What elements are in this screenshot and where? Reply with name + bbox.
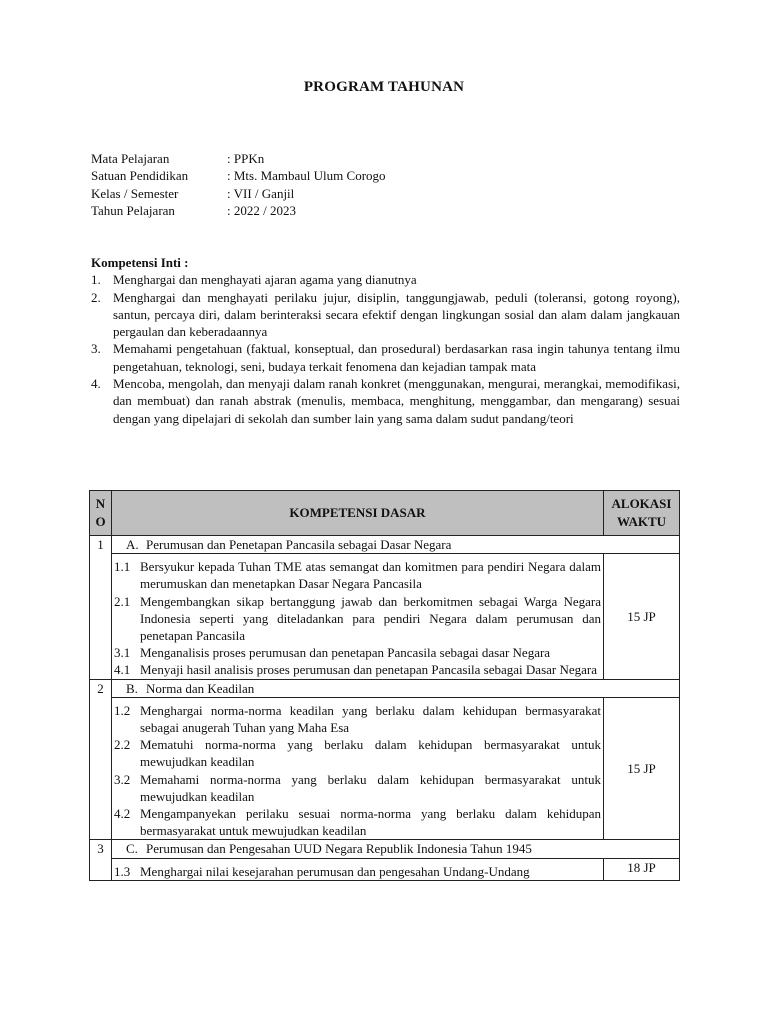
meta-row-school bbox=[91, 167, 386, 184]
meta-value: : Mts. Mambaul Ulum Corogo bbox=[227, 168, 386, 184]
list-item bbox=[114, 702, 603, 736]
ki-number: 1. bbox=[91, 272, 101, 288]
kd-text: Mematuhi norma-norma yang berlaku dalam kehidupan bermasyarakat untuk mewujudkan keadilan bbox=[140, 737, 601, 770]
ki-number: 3. bbox=[91, 341, 101, 357]
section-letter: B. bbox=[126, 680, 138, 696]
ki-item bbox=[91, 375, 680, 427]
section-title bbox=[112, 840, 680, 858]
meta-row-year bbox=[91, 202, 386, 219]
kd-list bbox=[112, 554, 604, 679]
meta-value: : PPKn bbox=[227, 151, 265, 166]
ki-text: Menghargai dan menghayati perilaku jujur, disiplin, tanggungjawab, peduli (toleransi, gotong royong), santun, percaya diri, dalam berinteraksi secara efektif dengan lingkungan sosial dan alam dalam jangkauan pergaulan dan keberadaannya bbox=[113, 289, 680, 340]
header-alloc-line: ALOKASI bbox=[611, 496, 672, 511]
ki-item bbox=[91, 340, 680, 375]
section-title bbox=[112, 536, 680, 554]
meta-row-class bbox=[91, 185, 386, 202]
document-title: PROGRAM TAHUNAN bbox=[303, 79, 465, 95]
header-no-line: O bbox=[95, 514, 106, 529]
section-title bbox=[112, 679, 680, 697]
section-title-text: Perumusan dan Penetapan Pancasila sebagai Dasar Negara bbox=[146, 537, 452, 552]
meta-label: Mata Pelajaran bbox=[91, 151, 170, 166]
kd-number: 3.2 bbox=[114, 771, 131, 787]
section-title-text: Perumusan dan Pengesahan UUD Negara Republik Indonesia Tahun 1945 bbox=[146, 841, 532, 857]
kompetensi-inti-section bbox=[91, 254, 680, 427]
ki-number: 2. bbox=[91, 289, 101, 305]
kd-list bbox=[112, 697, 604, 840]
row-number: 3 bbox=[90, 840, 112, 880]
ki-item bbox=[91, 289, 680, 341]
header-no-line: N bbox=[95, 496, 106, 511]
meta-label: Kelas / Semester bbox=[91, 185, 179, 201]
meta-row-subject bbox=[91, 150, 386, 167]
kd-text: Memahami norma-norma yang berlaku dalam kehidupan bermasyarakat untuk mewujudkan keadilan bbox=[140, 771, 601, 804]
ki-text: Mencoba, mengolah, dan menyaji dalam ranah konkret (menggunakan, mengurai, merangkai, memodifikasi, dan membuat) dan ranah abstrak (menulis, membaca, menghitung, menggambar, dan mengarang) sesuai dengan yang dipelajari di sekolah dan sumber lain yang sama dalam sudut pandang/teori bbox=[113, 376, 680, 426]
alokasi-waktu: 15 JP bbox=[604, 554, 680, 679]
list-item bbox=[114, 558, 603, 592]
meta-value: : 2022 / 2023 bbox=[227, 202, 296, 218]
header-kompetensi-dasar: KOMPETENSI DASAR bbox=[112, 491, 604, 536]
kd-number: 1.2 bbox=[114, 702, 131, 718]
list-item bbox=[114, 593, 603, 645]
header-no bbox=[90, 491, 112, 536]
alokasi-waktu: 18 JP bbox=[604, 858, 680, 880]
header-alloc-line: WAKTU bbox=[616, 514, 667, 529]
kd-number: 2.1 bbox=[114, 593, 131, 609]
list-item bbox=[114, 644, 603, 661]
kd-number: 4.2 bbox=[114, 806, 131, 822]
table-row bbox=[90, 554, 680, 679]
kd-number: 2.2 bbox=[114, 737, 131, 753]
kd-list bbox=[112, 858, 604, 880]
table-row bbox=[90, 536, 680, 554]
kd-text: Mengembangkan sikap bertanggung jawab dan berkomitmen sebagai Warga Negara Indonesia seperti yang diteladankan para pendiri Negara dalam perumusan dan penetapan Pancasila bbox=[140, 593, 601, 644]
meta-label: Satuan Pendidikan bbox=[91, 168, 189, 184]
row-number: 1 bbox=[90, 536, 112, 680]
section-title-text: Norma dan Keadilan bbox=[146, 680, 255, 696]
row-number: 2 bbox=[90, 679, 112, 840]
kd-text: Bersyukur kepada Tuhan TME atas semangat dan komitmen para pendiri Negara dalam merumuskan dan menetapkan Dasar Negara Pancasila bbox=[140, 559, 601, 592]
header-alokasi-waktu bbox=[604, 491, 680, 536]
kompetensi-dasar-table bbox=[89, 490, 680, 881]
kd-number: 3.1 bbox=[114, 645, 131, 661]
identity-block bbox=[91, 150, 386, 219]
kd-number: 1.1 bbox=[114, 559, 131, 575]
kd-text: Menghargai norma-norma keadilan yang berlaku dalam kehidupan bermasyarakat sebagai anugerah Tuhan yang Maha Esa bbox=[140, 702, 601, 736]
kd-text: Menghargai nilai kesejarahan perumusan dan pengesahan Undang-Undang bbox=[140, 863, 530, 879]
list-item bbox=[114, 805, 603, 839]
section-letter: A. bbox=[126, 537, 139, 552]
meta-label: Tahun Pelajaran bbox=[91, 202, 175, 218]
kd-number: 4.1 bbox=[114, 662, 131, 678]
list-item bbox=[114, 736, 603, 770]
kd-number: 1.3 bbox=[114, 863, 131, 879]
ki-number: 4. bbox=[91, 376, 101, 392]
list-item bbox=[114, 661, 603, 678]
section-letter: C. bbox=[126, 841, 138, 857]
ki-item bbox=[91, 271, 680, 288]
table-row bbox=[90, 679, 680, 697]
alokasi-waktu: 15 JP bbox=[604, 697, 680, 840]
kd-text: Mengampanyekan perilaku sesuai norma-norma yang berlaku dalam kehidupan bermasyarakat untuk mewujudkan keadilan bbox=[140, 806, 601, 839]
list-item bbox=[114, 771, 603, 805]
kd-text: Menyaji hasil analisis proses perumusan dan penetapan Pancasila sebagai Dasar Negara bbox=[140, 662, 598, 678]
table-header-row bbox=[90, 491, 680, 536]
kd-text: Menganalisis proses perumusan dan penetapan Pancasila sebagai dasar Negara bbox=[140, 645, 551, 661]
table-row bbox=[90, 858, 680, 880]
meta-value: : VII / Ganjil bbox=[227, 185, 295, 201]
list-item bbox=[114, 863, 603, 880]
ki-text: Memahami pengetahuan (faktual, konseptual, dan prosedural) berdasarkan rasa ingin tahunya tentang ilmu pengetahuan, teknologi, seni, budaya terkait fenomena dan kejadian tampak mata bbox=[113, 341, 680, 374]
table-row bbox=[90, 840, 680, 858]
table-row bbox=[90, 697, 680, 840]
kompetensi-inti-heading: Kompetensi Inti : bbox=[91, 255, 189, 270]
ki-text: Menghargai dan menghayati ajaran agama yang dianutnya bbox=[113, 272, 417, 288]
